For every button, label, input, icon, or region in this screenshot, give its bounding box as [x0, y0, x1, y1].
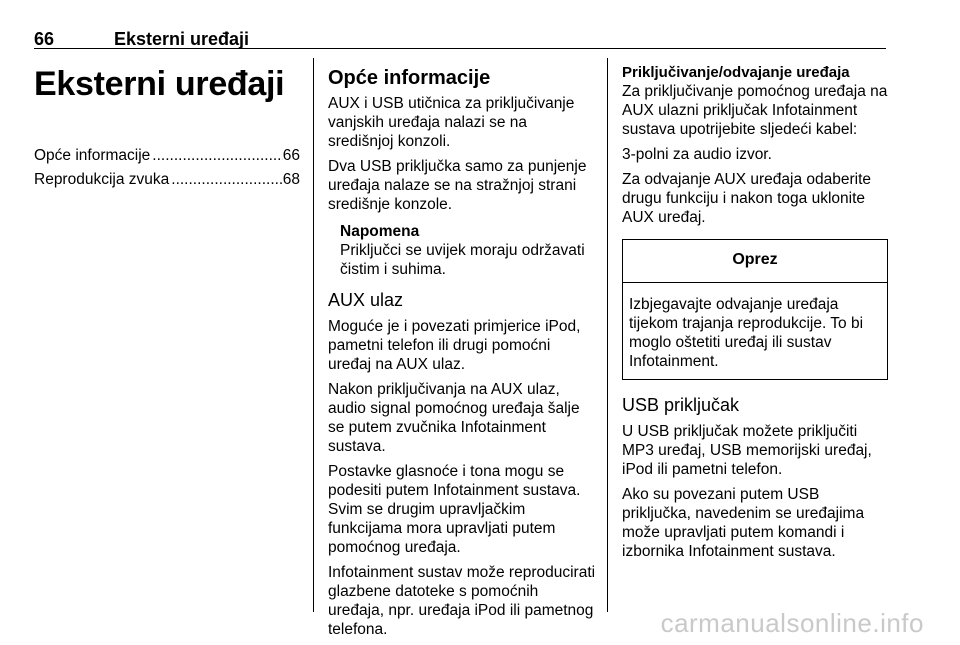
note-label: Napomena — [340, 223, 420, 240]
paragraph: Dva USB priključka samo za punjenje uređaja nalaze se na stražnjoj strani središnje konzole. — [328, 158, 587, 213]
toc-entry-reprodukcija-zvuka[interactable] — [34, 170, 300, 190]
paragraph: Nakon priključivanja na AUX ulaz, audio signal pomoćnog uređaja šalje se putem zvučnika Infotainment sustava. — [328, 381, 580, 455]
paragraph: AUX i USB utičnica za priključivanje vanjskih uređaja nalazi se na središnjoj konzoli. — [328, 95, 575, 150]
paragraph: Moguće je i povezati primjerice iPod, pametni telefon ili drugi pomoćni uređaj na AUX ulaz. — [328, 318, 581, 373]
chapter-title: Eksterni uređaji — [34, 65, 285, 103]
toc-page: 68 — [282, 171, 300, 188]
caution-text: Izbjegavajte odvajanje uređaja tijekom trajanja reprodukcije. To bi moglo oštetiti uređaj ili sustav Infotainment. — [629, 296, 864, 370]
section-heading-general: Opće informacije — [328, 67, 491, 89]
left-column — [34, 58, 300, 194]
subheading-connect-disconnect: Priključivanje/odvajanje uređaja — [622, 64, 850, 81]
running-title: Eksterni uređaji — [114, 29, 250, 49]
right-column — [622, 58, 888, 567]
toc-leader-dots — [169, 170, 282, 190]
paragraph: Za priključivanje pomoćnog uređaja na AUX ulazni priključak Infotainment sustava upotrijebite sljedeći kabel: — [622, 83, 888, 138]
caution-title: Oprez — [623, 240, 887, 283]
toc-label: Reprodukcija zvuka — [34, 171, 170, 188]
column-divider — [313, 58, 314, 612]
paragraph: Infotainment sustav može reproducirati glazbene datoteke s pomoćnih uređaja, npr. uređaja iPod ili pametnog telefona. — [328, 564, 596, 638]
paragraph: Postavke glasnoće i tona mogu se podesiti putem Infotainment sustava. Svim se drugim upravljačkim funkcijama mora upravljati putem pomoćnog uređaja. — [328, 463, 581, 556]
middle-column — [328, 58, 596, 645]
toc-leader-dots — [150, 146, 282, 166]
paragraph: Za odvajanje AUX uređaja odaberite drugu funkciju i nakon toga uklonite AUX uređaj. — [622, 171, 872, 226]
toc-page: 66 — [282, 147, 300, 164]
paragraph: Ako su povezani putem USB priključka, navedenim se uređajima može upravljati putem komandi i izbornika Infotainment sustava. — [622, 486, 865, 560]
page-header — [34, 12, 886, 49]
note-text: Priključci se uvijek moraju održavati čistim i suhima. — [340, 242, 585, 278]
note-block — [328, 222, 596, 279]
watermark: carmanualsonline.info — [660, 608, 924, 638]
paragraph: U USB priključak možete priključiti MP3 uređaj, USB memorijski uređaj, iPod ili pametni telefon. — [622, 423, 872, 478]
section-heading-usb: USB priključak — [622, 395, 740, 415]
caution-box — [622, 239, 888, 380]
page-number: 66 — [34, 29, 55, 49]
paragraph: 3-polni za audio izvor. — [622, 146, 772, 163]
toc-entry-opce-informacije[interactable] — [34, 146, 300, 166]
column-divider — [607, 58, 608, 612]
toc-label: Opće informacije — [34, 147, 151, 164]
section-heading-aux: AUX ulaz — [328, 290, 404, 310]
